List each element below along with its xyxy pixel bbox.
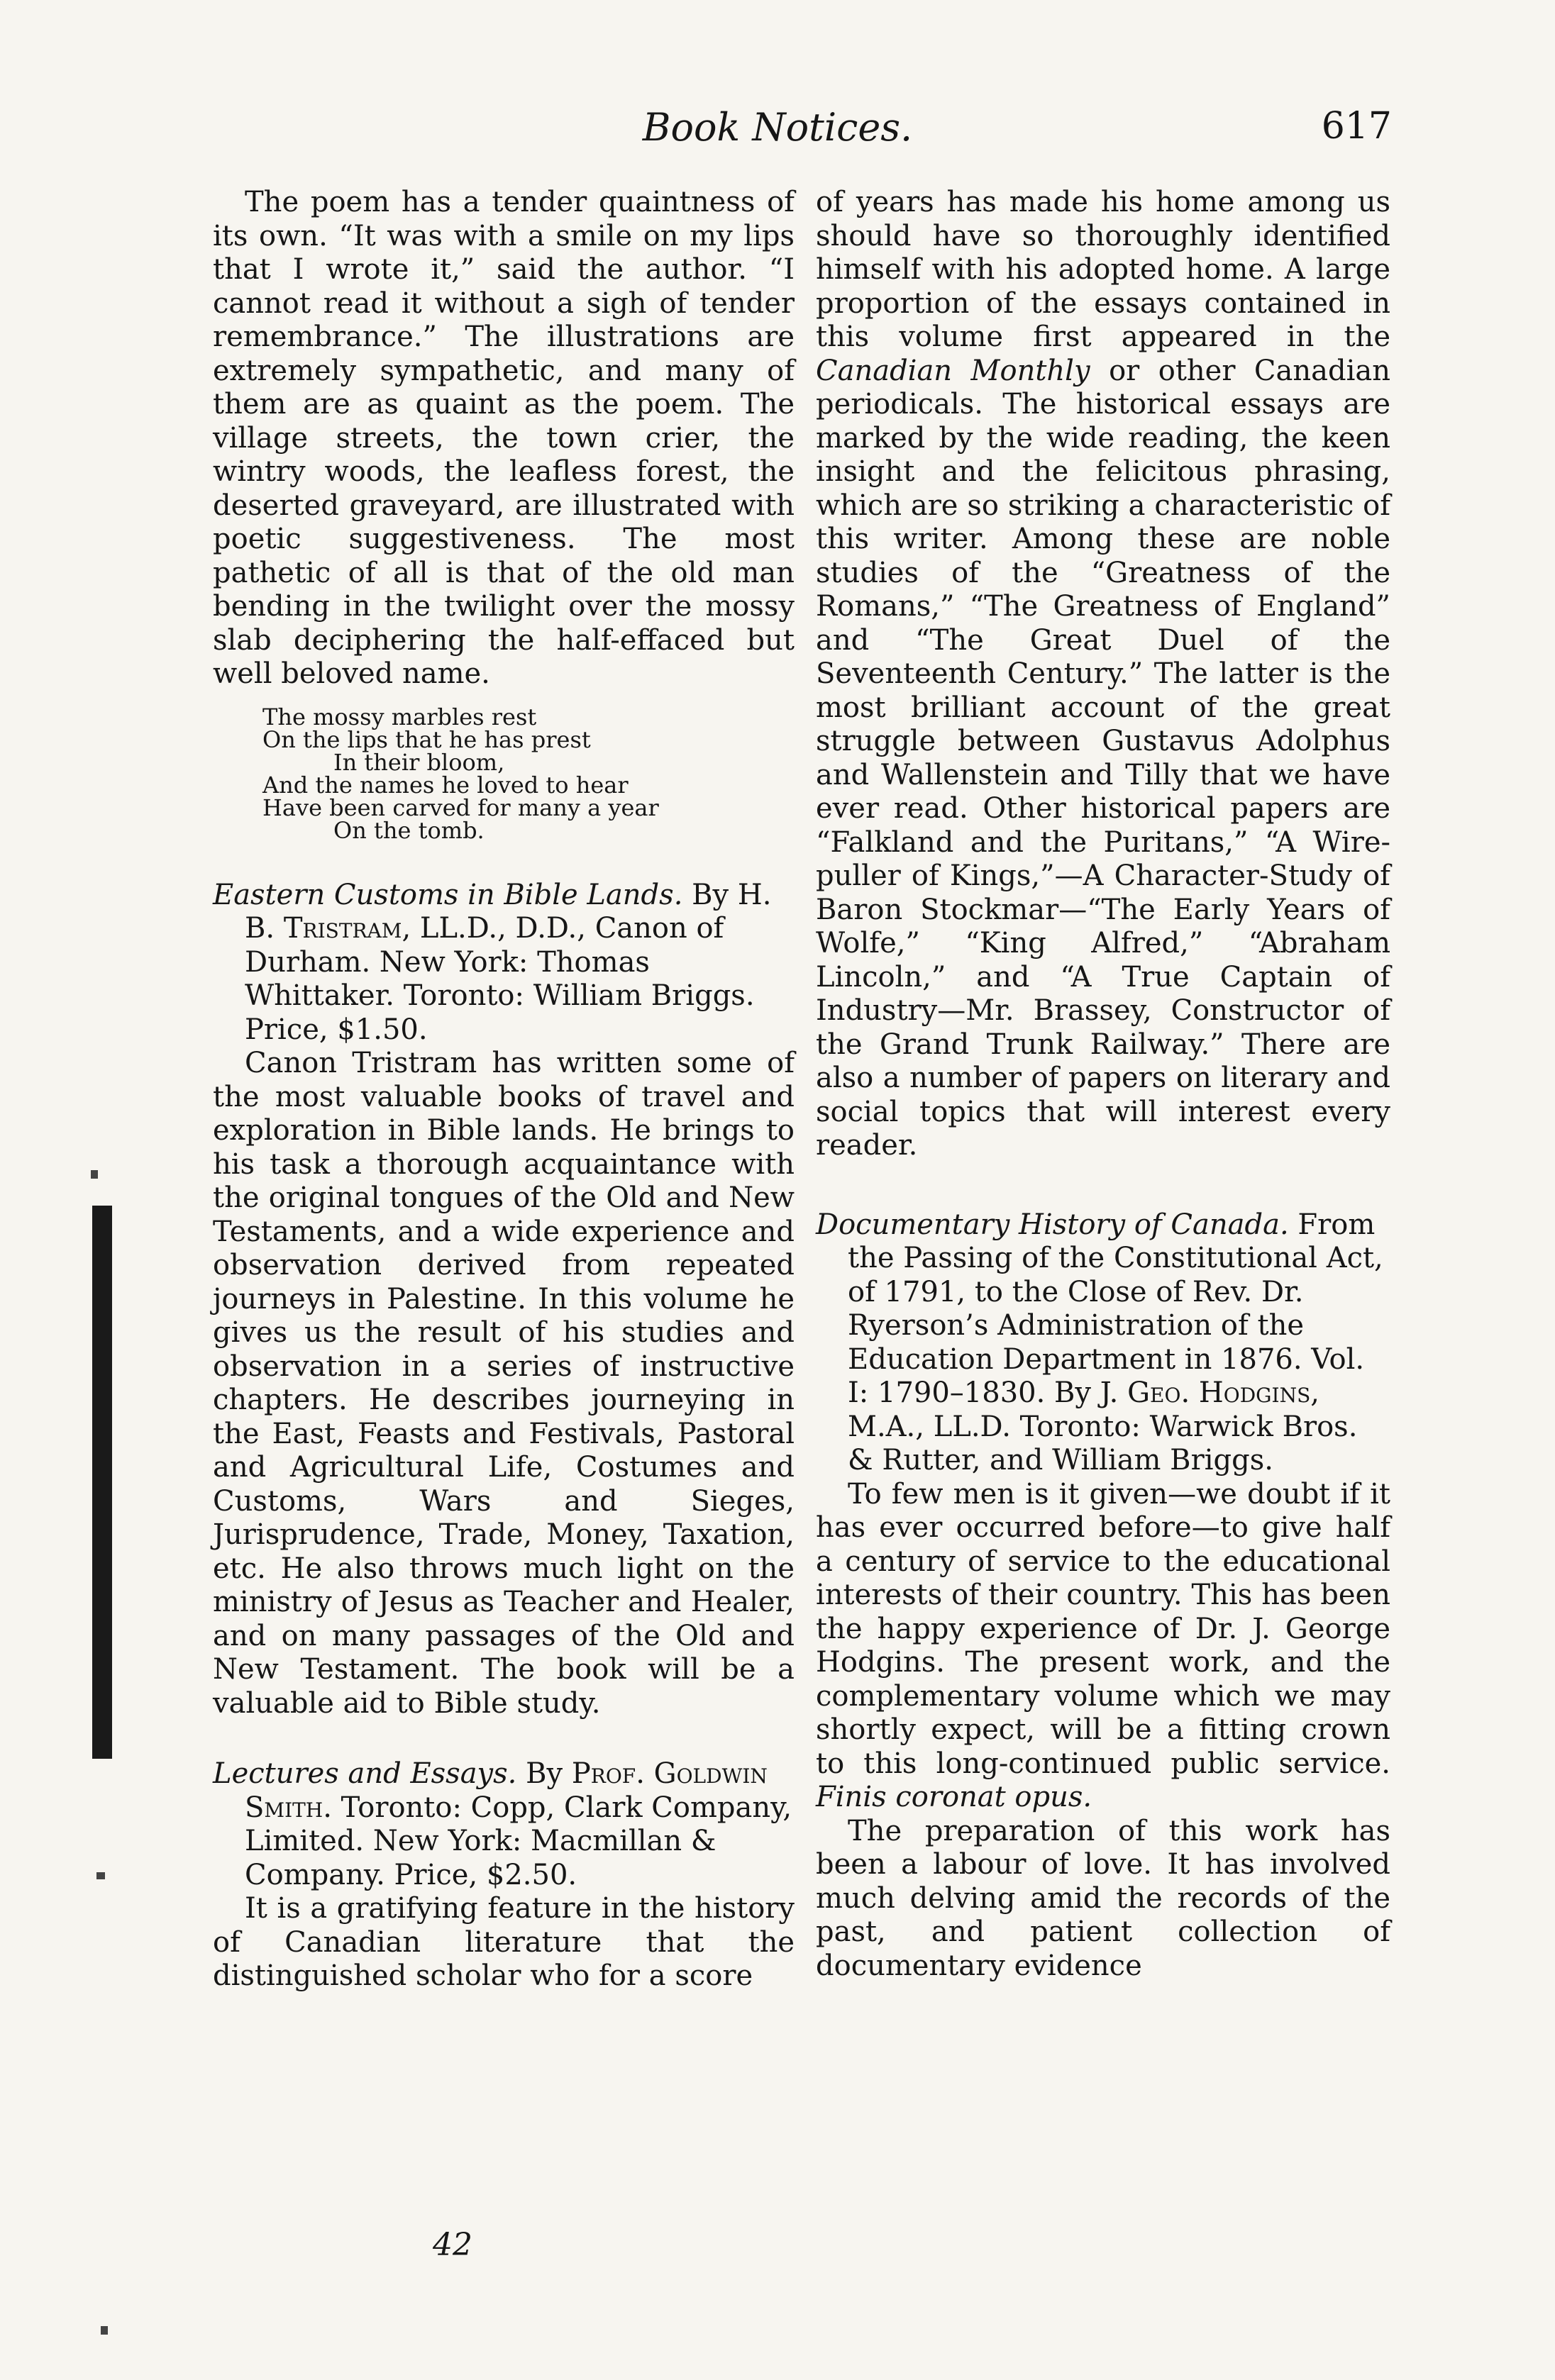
author-name: Prof. Goldwin Smith [245,1757,768,1824]
margin-scan-tick [101,2326,108,2335]
author-name: Geo. Hodgins [1127,1377,1311,1409]
periodical-title: Canadian Monthly [816,354,1090,387]
book-title: Eastern Customs in Bible Lands. [213,878,683,911]
book-title: Documentary History of Canada. [816,1208,1289,1241]
text-run: or other Canadian periodicals. The historical essays are marked by the wide reading, the keen insight and the felicitous phrasing, which are so striking a characteristic of this writer. Among these are noble studies of the “Greatness of the Romans,” “The Greatness of England” and “The Great Duel of the Seventeenth Century.” The latter is the most brilliant account of the great struggle between Gustavus Adolphus and Wallenstein and Tilly that we have ever read. Other historical papers are “Falkland and the Puritans,” “A Wire-puller of Kings,”—A Character-Study of Baron Stockmar—“The Early Years of Wolfe,” “King Alfred,” “Abraham Lincoln,” and “A True Captain of Industry—Mr. Brassey, Constructor of the Grand Trunk Railway.” There are also a number of papers on literary and social topics that will interest every reader. [816,354,1390,1162]
review-body: The preparation of this work has been a labour of love. It has involved much delving amid the records of the past, and patient collection of documentary evidence [816,1814,1390,1982]
publication-details: . Toronto: Copp, Clark Company, Limited. New York: Macmillan & Company. Price, $2.50. [245,1791,792,1891]
latin-motto: Finis coronat opus. [816,1781,1092,1813]
intro-paragraph: The poem has a tender quaintness of its own. “It was with a smile on my lips that I wrote it,” said the author. “I cannot read it without a sigh of tender remembrance.” The illustrations are extremely sympathetic, and many of them are as quaint as the poem. The village streets, the town crier, the wintry woods, the leafless forest, the deserted graveyard, are illustrated with poetic suggestiveness. The most pathetic of all is that of the old man bending in the twilight over the mossy slab deciphering the half-effaced but well beloved name. [213,186,795,690]
page-number: 617 [1321,105,1392,148]
right-column [816,186,1390,1983]
text-run: of years has made his home among us should have so thoroughly identified himself with his adopted home. A large proportion of the essays contained in this volume first appeared in the [816,186,1390,353]
publication-details: , M.A., LL.D. Toronto: Warwick Bros. & Rutter, and William Briggs. [848,1377,1358,1477]
review-body: Canon Tristram has written some of the most valuable books of travel and exploration in Bible lands. He brings to his task a thorough acquaintance with the original tongues of the Old and New Testaments, and a wide experience and observation derived from repeated journeys in Palestine. In this volume he gives us the result of his studies and observation in a series of instructive chapters. He describes journeying in the East, Feasts and Festivals, Pastoral and Agricultural Life, Costumes and Customs, Wars and Sieges, Jurisprudence, Trade, Money, Taxation, etc. He also throws much light on the ministry of Jesus as Teacher and Healer, and on many passages of the Old and New Testament. The book will be a valuable aid to Bible study. [213,1047,795,1720]
author-name: Tristram [283,912,402,945]
byline: By [526,1757,563,1790]
review-heading [213,879,795,1047]
margin-scan-mark [92,1206,112,1759]
verse-line: The mossy marbles rest [262,703,537,730]
verse-line: On the tomb. [333,816,485,844]
byline: By H. B. [245,878,772,945]
left-column [213,186,795,1993]
review-heading [816,1208,1390,1478]
publication-details: From the Passing of the Constitutional Act, of 1791, to the Close of Rev. Dr. Ryerson’s Administration of the Education Department in 1876. Vol. I: 1790–1830. By J. [848,1208,1383,1409]
verse-line: In their bloom, [333,748,505,776]
publication-details: , LL.D., D.D., Canon of Durham. New York: Thomas Whittaker. Toronto: William Briggs. Price, $1.50. [245,912,755,1046]
book-title: Lectures and Essays. [213,1757,517,1790]
review-body [816,1478,1390,1815]
verse-quotation [262,703,795,844]
signature-mark: 42 [433,2227,472,2263]
verse-line: Have been carved for many a year [262,794,659,821]
text-run: To few men is it given—we doubt if it has ever occurred before—to give half a century of service to the educational interests of their country. This has been the happy experience of Dr. J. George Hodgins. The present work, and the complementary volume which we may shortly expect, will be a fitting crown to this long-continued public service. [816,1477,1390,1780]
margin-scan-tick [91,1170,98,1179]
verse-line: And the names he loved to hear [262,771,629,799]
continued-paragraph [816,186,1390,1163]
verse-line: On the lips that he has prest [262,725,591,753]
review-heading [213,1757,795,1892]
running-head: Book Notices. [642,105,913,150]
review-body: It is a gratifying feature in the history of Canadian literature that the distinguished scholar who for a score [213,1892,795,1992]
margin-scan-tick [96,1872,105,1879]
